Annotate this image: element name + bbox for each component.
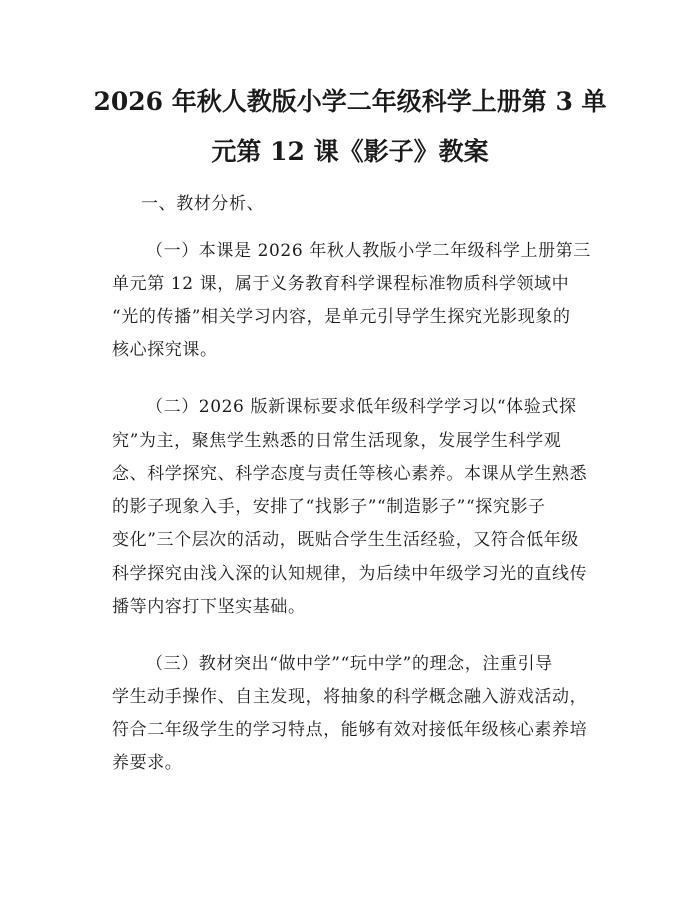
paragraph-line: 的影子现象入手，安排了“找影子”“制造影子”“探究影子 <box>112 497 546 517</box>
paragraph-line: 究”为主，聚焦学生熟悉的日常生活现象，发展学生科学观 <box>112 431 562 451</box>
paragraph-line: （一）本课是 2026 年秋人教版小学二年级科学上册第三 <box>146 241 591 261</box>
document-title-line-2: 元第 12 课《影子》教案 <box>211 137 489 166</box>
paragraph-line: （二）2026 版新课标要求低年级科学学习以“体验式探 <box>146 397 577 417</box>
paragraph-line: 核心探究课。 <box>112 340 218 360</box>
paragraph-line: 播等内容打下坚实基础。 <box>112 597 306 617</box>
paragraph-line: “光的传播”相关学习内容，是单元引导学生探究光影现象的 <box>112 307 571 327</box>
paragraph-line: 念、科学探究、科学态度与责任等核心素养。本课从学生熟悉 <box>112 464 588 484</box>
paragraph-line: 变化”三个层次的活动，既贴合学生生活经验，又符合低年级 <box>112 530 579 550</box>
document-title-line-1: 2026 年秋人教版小学二年级科学上册第 3 单 <box>93 87 607 116</box>
paragraph-line: 符合二年级学生的学习特点，能够有效对接低年级核心素养培 <box>112 720 588 740</box>
section-heading: 一、教材分析、 <box>141 194 265 214</box>
paragraph-line: （三）教材突出“做中学”“玩中学”的理念，注重引导 <box>146 654 553 674</box>
paragraph-line: 学生动手操作、自主发现，将抽象的科学概念融入游戏活动， <box>112 687 588 707</box>
paragraph-line: 科学探究由浅入深的认知规律，为后续中年级学习光的直线传 <box>112 564 588 584</box>
paragraph-line: 养要求。 <box>112 753 183 773</box>
paragraph-line: 单元第 12 课，属于义务教育科学课程标准物质科学领域中 <box>112 274 570 294</box>
